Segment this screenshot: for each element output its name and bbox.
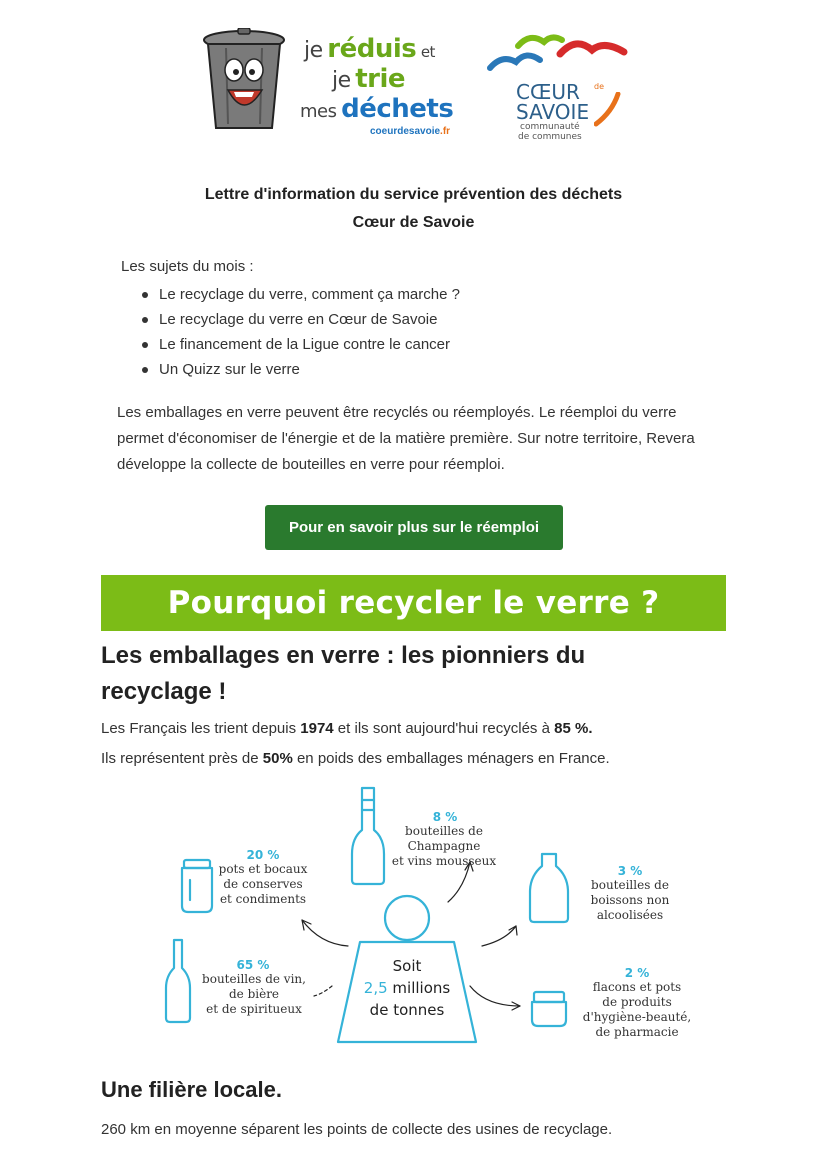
slogan-line-3: mes déchets xyxy=(300,94,454,124)
slogan-website-link[interactable]: coeurdesavoie.fr xyxy=(370,126,451,137)
logo-savoie-text: SAVOIE xyxy=(516,100,590,124)
pct-champagne: 8 % xyxy=(432,810,458,824)
newsletter-subtitle: Cœur de Savoie xyxy=(352,214,475,231)
slogan-line-2: je trie xyxy=(332,64,406,94)
subject-item: Un Quizz sur le verre xyxy=(140,357,460,382)
wine-bottle-icon xyxy=(166,940,190,1022)
birds-logo-icon xyxy=(486,26,632,86)
pct-soft-drinks: 3 % xyxy=(617,864,643,878)
label-soft-drinks: bouteilles de boissons non alcoolisées xyxy=(590,878,670,922)
local-sector-text: 260 km en moyenne séparent les points de collecte des usines de recyclage. xyxy=(101,1121,613,1138)
logo-communaute-text: communauté xyxy=(520,122,580,132)
pct-cosmetics: 2 % xyxy=(624,966,650,980)
local-sector-heading: Une filière locale. xyxy=(101,1077,282,1102)
section-banner xyxy=(101,575,726,631)
logo-coeur-text: CŒUR xyxy=(516,80,580,104)
subjects-intro: Les sujets du mois : xyxy=(121,258,254,275)
subject-item: Le financement de la Ligue contre le cancer xyxy=(140,332,460,357)
pct-wine: 65 % xyxy=(236,958,270,972)
subjects-list xyxy=(140,282,460,382)
coeur-de-savoie-logo xyxy=(486,26,632,144)
total-tonnage: Soit 2,5 millions de tonnes xyxy=(363,957,451,1019)
pct-jars: 20 % xyxy=(246,848,280,862)
reuse-info-button[interactable]: Pour en savoir plus sur le réemploi xyxy=(265,505,563,550)
label-champagne: bouteilles de Champagne et vins mousseux xyxy=(391,824,497,868)
label-jars: pots et bocaux de conserves et condiments xyxy=(218,862,308,906)
label-cosmetics: flacons et pots de produits d'hygiène-beauté, de pharmacie xyxy=(582,980,692,1039)
trash-can-mascot-icon xyxy=(198,28,290,132)
slogan-line-1: je réduis et xyxy=(304,34,435,64)
logo-communes-text: de communes xyxy=(518,132,582,142)
subject-item: Le recyclage du verre, comment ça marche ? xyxy=(140,282,460,307)
subject-item: Le recyclage du verre en Cœur de Savoie xyxy=(140,307,460,332)
stats-line-2: Ils représentent près de 50% en poids des emballages ménagers en France. xyxy=(101,750,610,767)
label-wine: bouteilles de vin, de bière et de spiritueux xyxy=(202,972,306,1016)
banner-title: Pourquoi recycler le verre ? xyxy=(167,585,660,621)
section-heading: Les emballages en verre : les pionniers du recyclage ! xyxy=(101,642,586,705)
glass-infographic xyxy=(160,780,700,1060)
orange-swoosh-icon xyxy=(594,92,624,128)
stats-line-1: Les Français les trient depuis 1974 et ils sont aujourd'hui recyclés à 85 %. xyxy=(101,720,593,737)
soft-drink-bottle-icon xyxy=(530,854,568,922)
intro-paragraph: Les emballages en verre peuvent être recyclés ou réemployés. Le réemploi du verre permet d'économiser de l'énergie et de la matière première. Sur notre territoire, Revera développe la collecte de bouteilles en verre pour réemploi. xyxy=(117,404,695,473)
cosmetic-jar-icon xyxy=(532,992,566,1026)
champagne-bottle-icon xyxy=(352,788,384,884)
logo-de-text: de xyxy=(594,82,604,91)
newsletter-title: Lettre d'information du service prévention des déchets xyxy=(204,186,623,203)
